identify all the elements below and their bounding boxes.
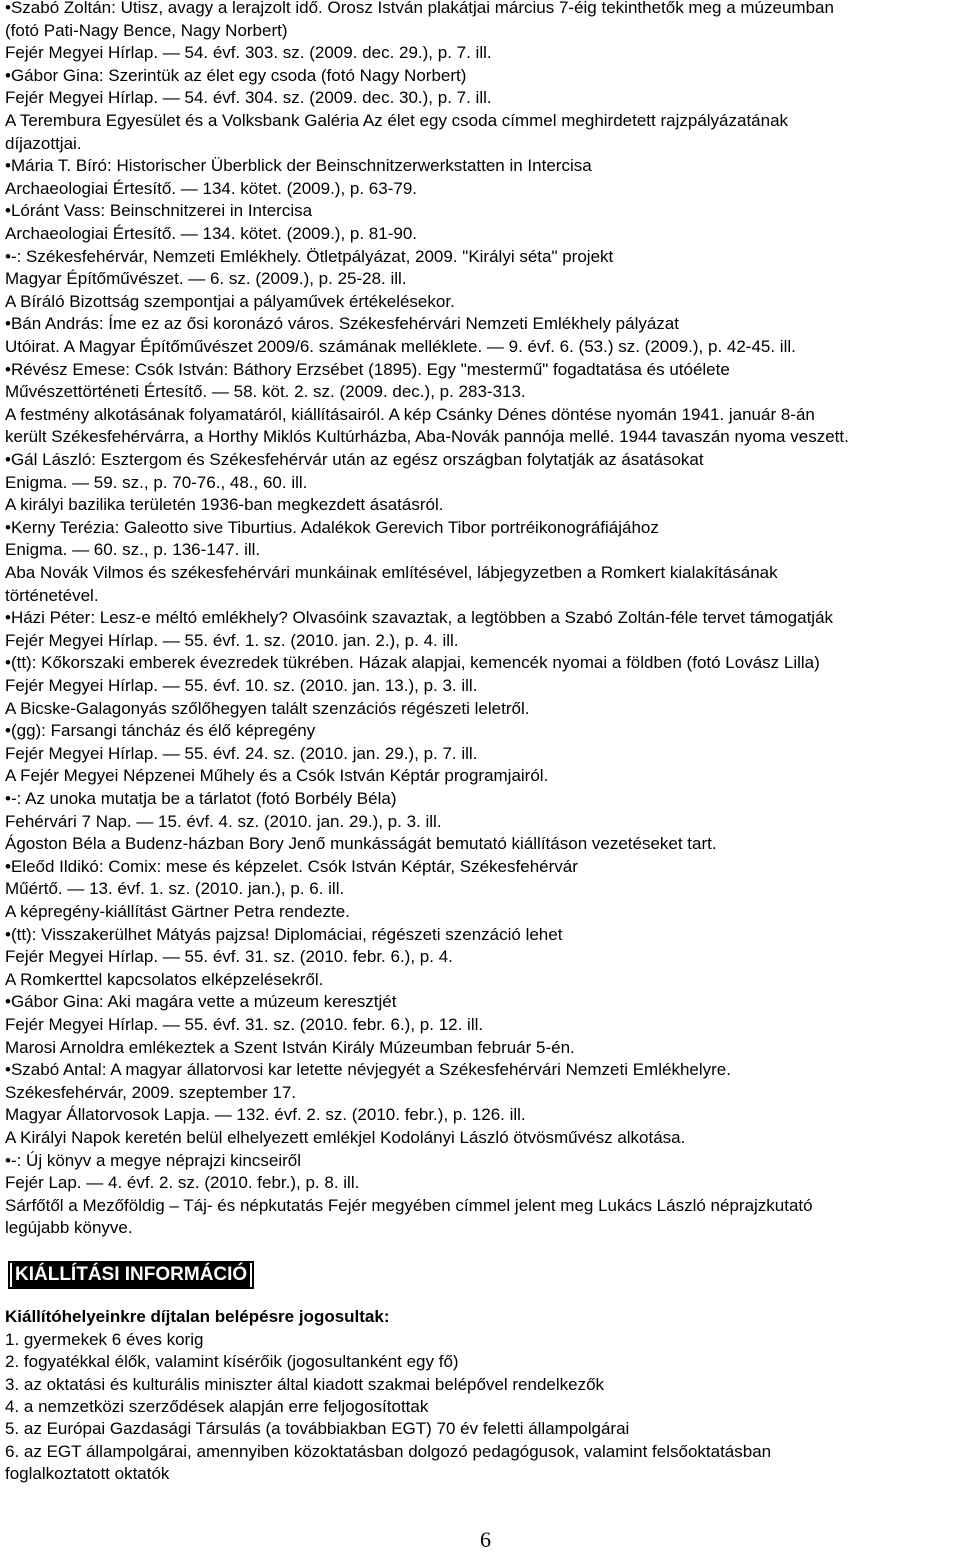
entry-text-line: Archaeologiai Értesítő. — 134. kötet. (2009.), p. 81-90. (5, 224, 418, 243)
free-entry-item: 5. az Európai Gazdasági Társulás (a továbbiakban EGT) 70 év feletti állampolgárai (5, 1419, 630, 1439)
entry-text-line: A Fejér Megyei Népzenei Műhely és a Csók István Képtár programjairól. (5, 766, 549, 786)
section-heading-text: KIÁLLÍTÁSI INFORMÁCIÓ (12, 1263, 250, 1287)
entry-text-line: Magyar Építőművészet. — 6. sz. (2009.), p. 25-28. ill. (5, 269, 407, 289)
entry-title-line: • -: Az unoka mutatja be a tárlatot (fotó Borbély Béla) (5, 789, 397, 809)
entry-text-line: A Romkerttel kapcsolatos elképzelésekről. (5, 969, 324, 989)
entry-text-line: Utóirat. A Magyar Építőművészet 2009/6. számának melléklete. — 9. évf. 6. (53.) sz. (2009.), p. 42-45. ill. (5, 337, 796, 356)
entry-text-line: Fejér Megyei Hírlap. — 55. évf. 24. sz. (2010. jan. 29.), p. 7. ill. (5, 743, 478, 763)
page-number: 6 (480, 1527, 491, 1552)
entry-text-line: Fejér Lap. — 4. évf. 2. sz. (2010. febr.), p. 8. ill. (5, 1173, 360, 1193)
entry-title-line: • Szabó Zoltán: Utisz, avagy a lerajzolt idő. Orosz István plakátjai március 7-éig tekinthetők meg a múzeumban (5, 0, 834, 18)
entry-text-line: Marosi Arnoldra emlékeztek a Szent István Király Múzeumban február 5-én. (5, 1037, 575, 1057)
entry-title-line: • (tt): Visszakerülhet Mátyás pajzsa! Diplomáciai, régészeti szenzáció lehet (5, 925, 562, 945)
entry-title-line: • (tt): Kőkorszaki emberek évezredek tükrében. Házak alapjai, kemencék nyomai a földben (fotó Lovász Lilla) (5, 653, 820, 673)
entry-text-line: Aba Novák Vilmos és székesfehérvári munkáinak említésével, lábjegyzetben a Romkert kialakításának (5, 563, 778, 582)
entry-title-line: • -: Székesfehérvár, Nemzeti Emlékhely. Ötletpályázat, 2009. "Királyi séta" projekt (5, 247, 613, 267)
entry-title-line: • Eleőd Ildikó: Comix: mese és képzelet. Csók István Képtár, Székesfehérvár (5, 857, 578, 877)
free-entry-item: foglalkoztatott oktatók (5, 1463, 170, 1483)
free-entry-item: 6. az EGT állampolgárai, amennyiben közoktatásban dolgozó pedagógusok, valamint felsőoktatásban (5, 1441, 772, 1461)
entry-title-line: • Gábor Gina: Aki magára vette a múzeum keresztjét (5, 992, 396, 1012)
entry-text-line: Enigma. — 59. sz., p. 70-76., 48., 60. ill. (5, 472, 308, 492)
entry-title-line: • Gábor Gina: Szerintük az élet egy csoda (fotó Nagy Norbert) (5, 66, 466, 86)
entry-text-line: Művészettörténeti Értesítő. — 58. köt. 2. sz. (2009. dec.), p. 283-313. (5, 382, 526, 402)
section-heading (8, 1261, 254, 1289)
free-entry-item: 2. fogyatékkal élők, valamint kísérőik (jogosultanként egy fő) (5, 1352, 459, 1372)
entry-text-line: A képregény-kiállítást Gärtner Petra rendezte. (5, 902, 350, 921)
entry-title-line: • Gál László: Esztergom és Székesfehérvár után az egész országban folytatják az ásatásokat (5, 450, 704, 470)
entry-text-line: Magyar Állatorvosok Lapja. — 132. évf. 2. sz. (2010. febr.), p. 126. ill. (5, 1105, 526, 1125)
entry-text-line: Fejér Megyei Hírlap. — 55. évf. 31. sz. (2010. febr. 6.), p. 4. (5, 947, 453, 967)
entry-text-line: Ágoston Béla a Budenz-házban Bory Jenő munkásságát bemutató kiállításon vezetéseket tart. (5, 834, 717, 854)
entry-text-line: Fejér Megyei Hírlap. — 55. évf. 1. sz. (2010. jan. 2.), p. 4. ill. (5, 630, 459, 650)
entry-text-line: Fejér Megyei Hírlap. — 54. évf. 304. sz. (2009. dec. 30.), p. 7. ill. (5, 88, 492, 108)
free-entry-item: 3. az oktatási és kulturális miniszter által kiadott szakmai belépővel rendelkezők (5, 1374, 605, 1394)
entry-text-line: Archaeologiai Értesítő. — 134. kötet. (2009.), p. 63-79. (5, 178, 418, 198)
entry-text-line: Műértő. — 13. évf. 1. sz. (2010. jan.), p. 6. ill. (5, 879, 345, 899)
entry-title-line: • Lóránt Vass: Beinschnitzerei in Intercisa (5, 201, 312, 221)
entry-title-line: • (gg): Farsangi táncház és élő képregény (5, 721, 315, 741)
entry-text-line: díjazottjai. (5, 133, 82, 153)
entry-text-line: A királyi bazilika területén 1936-ban megkezdett ásatásról. (5, 495, 444, 515)
entry-text-line: A Bicske-Galagonyás szőlőhegyen talált szenzációs régészeti leletről. (5, 698, 530, 718)
entry-title-line: • Révész Emese: Csók István: Báthory Erzsébet (1895). Egy "mestermű" fogadtatása és utóélete (5, 360, 730, 380)
entry-text-line: legújabb könyve. (5, 1218, 133, 1238)
entry-text-line: A Bíráló Bizottság szempontjai a pályaművek értékelésekor. (5, 291, 455, 311)
entry-text-line: Fejér Megyei Hírlap. — 55. évf. 31. sz. (2010. febr. 6.), p. 12. ill. (5, 1015, 484, 1034)
free-entry-item: 4. a nemzetközi szerződések alapján erre feljogosítottak (5, 1396, 429, 1416)
free-entry-item: 1. gyermekek 6 éves korig (5, 1330, 204, 1349)
entry-text-line: Fejér Megyei Hírlap. — 55. évf. 10. sz. (2010. jan. 13.), p. 3. ill. (5, 676, 478, 695)
entry-title-line: • Házi Péter: Lesz-e méltó emlékhely? Olvasóink szavaztak, a legtöbben a Szabó Zoltán-féle tervet támogatják (5, 608, 833, 628)
entry-text-line: Fehérvári 7 Nap. — 15. évf. 4. sz. (2010. jan. 29.), p. 3. ill. (5, 811, 442, 831)
entry-title-line: • Bán András: Íme ez az ősi koronázó város. Székesfehérvári Nemzeti Emlékhely pályázat (5, 314, 679, 334)
entry-text-line: Sárfőtől a Mezőföldig – Táj- és népkutatás Fejér megyében címmel jelent meg Lukács László néprajzkutató (5, 1195, 813, 1215)
entry-text-line: (fotó Pati-Nagy Bence, Nagy Norbert) (5, 20, 288, 40)
entry-title-line: • Szabó Antal: A magyar állatorvosi kar letette névjegyét a Székesfehérvári Nemzeti Emlékhelyre. (5, 1060, 731, 1080)
entry-text-line: A Terembura Egyesület és a Volksbank Galéria Az élet egy csoda címmel meghirdetett rajzpályázatának (5, 111, 789, 130)
entry-text-line: Székesfehérvár, 2009. szeptember 17. (5, 1082, 297, 1102)
entry-text-line: került Székesfehérvárra, a Horthy Miklós Kultúrházba, Aba-Novák pannója mellé. 1944 tavaszán nyoma veszett. (5, 427, 849, 447)
entry-text-line: A Királyi Napok keretén belül elhelyezett emlékjel Kodolányi László ötvösművész alkotása. (5, 1128, 686, 1147)
entry-text-line: történetével. (5, 585, 99, 605)
entry-text-line: Fejér Megyei Hírlap. — 54. évf. 303. sz. (2009. dec. 29.), p. 7. ill. (5, 43, 492, 63)
entry-title-line: • -: Új könyv a megye néprajzi kincseiről (5, 1151, 301, 1171)
entry-text-line: A festmény alkotásának folyamatáról, kiállításairól. A kép Csánky Dénes döntése nyomán 1941. január 8-án (5, 404, 815, 424)
entry-title-line: • Kerny Terézia: Galeotto sive Tiburtius. Adalékok Gerevich Tibor portréikonográfiájához (5, 518, 659, 538)
section-subtitle: Kiállítóhelyeinkre díjtalan belépésre jogosultak: (5, 1307, 390, 1326)
entry-title-line: • Mária T. Bíró: Historischer Überblick der Beinschnitzerwerkstatten in Intercisa (5, 156, 592, 176)
entry-text-line: Enigma. — 60. sz., p. 136-147. ill. (5, 540, 261, 560)
